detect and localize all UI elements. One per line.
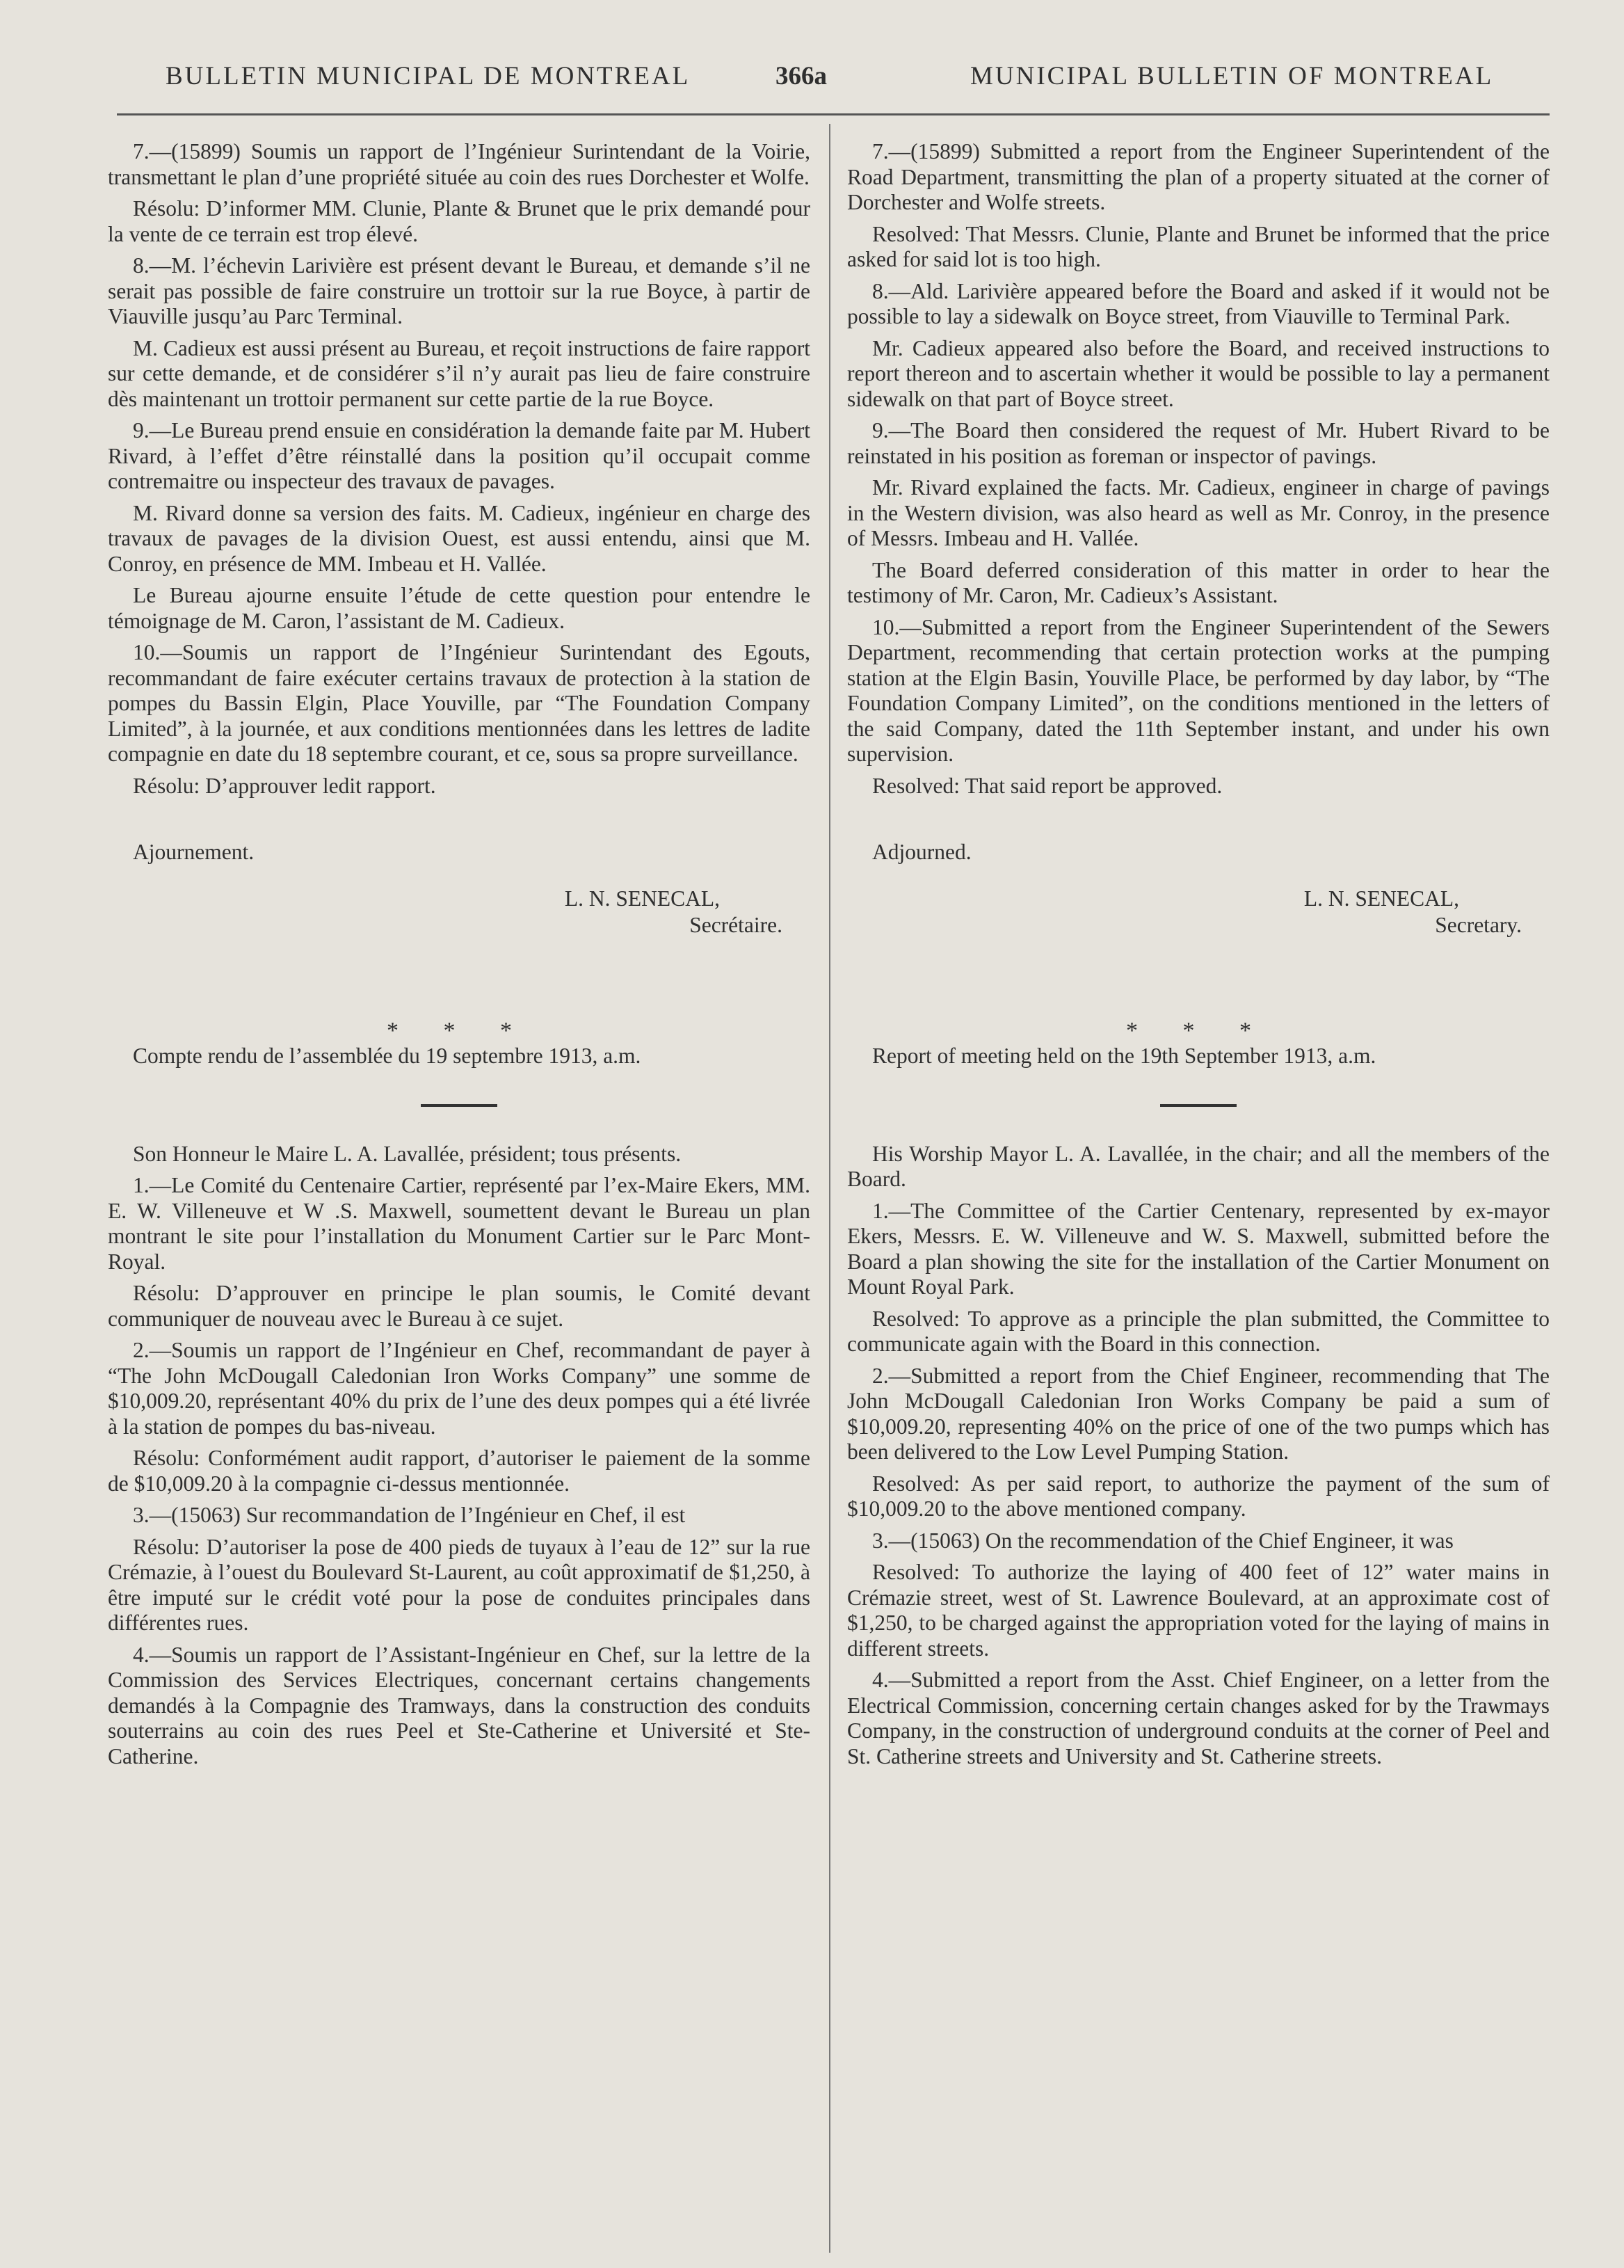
item-1-text: 1.—Le Comité du Centenaire Cartier, représenté par l’ex-Maire Ekers, MM. E. W. Villeneuve et W .S. Maxwell, soumettent devant le Bureau un plan montrant le site pour l’installation du Monument Cartier sur le Parc Mont-Royal.: [108, 1173, 810, 1274]
item-8-text: 8.—Ald. Larivière appeared before the Board and asked if it would not be possible to lay a sidewalk on Boyce street, from Viauville to Terminal Park.: [847, 278, 1550, 328]
item-4-text: 4.—Soumis un rapport de l’Assistant-Ingénieur en Chef, sur la lettre de la Commission des Services Electriques, concernant certains changements demandés à la Compagnie des Tramways, dans la construction des conduits souterrains au coin des rues Peel et Ste-Catherine et Université et Ste-Catherine.: [108, 1642, 810, 1768]
item-9-deferral: Le Bureau ajourne ensuite l’étude de cette question pour entendre le témoignage de M. Caron, l’assistant de M. Cadieux.: [108, 583, 810, 633]
item-10-text: 10.—Soumis un rapport de l’Ingénieur Surintendant des Egouts, recommandant de faire exécuter certains travaux de protection à la station de pompes du Bassin Elgin, Place Youville, par “The Foundation Company Limited”, à la journée, et aux conditions mentionnées dans les lettres de ladite compagnie en date du 18 septembre courant, et ce, sous sa propre surveillance.: [108, 640, 810, 766]
item-8-note: M. Cadieux est aussi présent au Bureau, et reçoit instructions de faire rapport sur cette demande, et de considérer s’il n’y aurait pas lieu de faire construire dès maintenant un trottoir permanent sur cette partie de la rue Boyce.: [108, 335, 810, 411]
column-divider: [829, 124, 830, 2253]
item-7-resolution: Resolved: That Messrs. Clunie, Plante and Brunet be informed that the price asked for said lot is too high.: [847, 221, 1550, 271]
page-number: 366a: [775, 62, 827, 90]
signature-name: L. N. SENECAL,: [1303, 886, 1459, 911]
item-2-text: 2.—Soumis un rapport de l’Ingénieur en Chef, recommandant de payer à “The John McDougall Caledonian Iron Works Company” une somme de $10,009.20, représentant 40% du prix de l’une des deux pompes qui a été livrée à la station de pompes du bas-niveau.: [108, 1338, 810, 1439]
adjournment: Ajournement.: [133, 840, 255, 864]
header-rule: [117, 113, 1550, 115]
section-separator-stars: * * *: [1126, 1017, 1271, 1044]
english-column: [847, 139, 1550, 1775]
item-3-text: 3.—(15063) On the recommendation of the Chief Engineer, it was: [872, 1528, 1454, 1553]
item-2-text: 2.—Submitted a report from the Chief Engineer, recommending that The John McDougall Caledonian Iron Works Company be paid a sum of $10,009.20, representing 40% on the price of one of the two pumps which has been delivered to the Low Level Pumping Station.: [847, 1363, 1550, 1464]
item-10-resolution: Résolu: D’approuver ledit rapport.: [133, 773, 436, 798]
item-3-resolution: Résolu: D’autoriser la pose de 400 pieds de tuyaux à l’eau de 12” sur la rue Crémazie, à l’ouest du Boulevard St-Laurent, au coût approximatif de $1,250, à être imputé sur le crédit voté pour la pose de conduites principales dans différentes rues.: [108, 1534, 810, 1635]
item-3-resolution: Resolved: To authorize the laying of 400 feet of 12” water mains in Crémazie street, west of St. Lawrence Boulevard, at an approximate cost of $1,250, to be charged against the appropriation voted for the laying of mains in different streets.: [847, 1560, 1550, 1661]
item-9-note: Mr. Rivard explained the facts. Mr. Cadieux, engineer in charge of pavings in the Western division, was also heard as well as Mr. Conroy, in the presence of Messrs. Imbeau and H. Vallée.: [847, 475, 1550, 550]
item-10-text: 10.—Submitted a report from the Engineer Superintendent of the Sewers Department, recommending that certain protection works at the pumping station at the Elgin Basin, Youville Place, be performed by day labor, by “The Foundation Company Limited”, on the conditions mentioned in the letters of the said Company, dated the 11th September instant, and under his own supervision.: [847, 614, 1550, 766]
attendance: Son Honneur le Maire L. A. Lavallée, président; tous présents.: [133, 1141, 682, 1166]
heading-rule: [1160, 1104, 1237, 1107]
item-1-resolution: Résolu: D’approuver en principe le plan soumis, le Comité devant communiquer de nouveau avec le Bureau à ce sujet.: [108, 1281, 810, 1331]
header-french-title: BULLETIN MUNICIPAL DE MONTREAL: [166, 62, 691, 90]
item-1-text: 1.—The Committee of the Cartier Centenary, represented by ex-mayor Ekers, Messrs. E. W. Villeneuve and W. S. Maxwell, submitted before the Board a plan showing the site for the installation of the Cartier Monument on Mount Royal Park.: [847, 1198, 1550, 1299]
item-10-resolution: Resolved: That said report be approved.: [872, 773, 1223, 798]
item-9-text: 9.—Le Bureau prend ensuie en considération la demande faite par M. Hubert Rivard, à l’effet d’être réinstallé dans la position qu’il occupait comme contremaitre ou inspecteur des travaux de pavages.: [108, 418, 810, 493]
meeting-heading: Report of meeting held on the 19th September 1913, a.m.: [872, 1044, 1376, 1068]
heading-rule: [421, 1104, 497, 1107]
attendance: His Worship Mayor L. A. Lavallée, in the chair; and all the members of the Board.: [847, 1141, 1550, 1191]
page-header: [0, 0, 1624, 122]
item-7-text: 7.—(15899) Soumis un rapport de l’Ingénieur Surintendant de la Voirie, transmettant le plan d’une propriété située au coin des rues Dorchester et Wolfe.: [108, 139, 810, 189]
section-separator-stars: * * *: [387, 1017, 531, 1044]
item-3-text: 3.—(15063) Sur recommandation de l’Ingénieur en Chef, il est: [133, 1503, 686, 1527]
signature-title: Secretary.: [1435, 912, 1522, 937]
signature-title: Secrétaire.: [689, 912, 782, 937]
item-9-note: M. Rivard donne sa version des faits. M. Cadieux, ingénieur en charge des travaux de pavages de la division Ouest, est aussi entendu, ainsi que M. Conroy, en présence de MM. Imbeau et H. Vallée.: [108, 500, 810, 576]
item-7-text: 7.—(15899) Submitted a report from the Engineer Superintendent of the Road Department, transmitting the plan of a property situated at the corner of Dorchester and Wolfe streets.: [847, 139, 1550, 214]
item-7-resolution: Résolu: D’informer MM. Clunie, Plante & Brunet que le prix demandé pour la vente de ce terrain est trop élevé.: [108, 196, 810, 246]
item-9-text: 9.—The Board then considered the request of Mr. Hubert Rivard to be reinstated in his position as foreman or inspector of pavings.: [847, 418, 1550, 468]
item-2-resolution: Résolu: Conformément audit rapport, d’autoriser le paiement de la somme de $10,009.20 à la compagnie ci-dessus mentionnée.: [108, 1446, 810, 1496]
adjournment: Adjourned.: [872, 840, 972, 864]
item-9-deferral: The Board deferred consideration of this matter in order to hear the testimony of Mr. Caron, Mr. Cadieux’s Assistant.: [847, 557, 1550, 607]
meeting-heading: Compte rendu de l’assemblée du 19 septembre 1913, a.m.: [133, 1044, 641, 1068]
item-4-text: 4.—Submitted a report from the Asst. Chief Engineer, on a letter from the Electrical Commission, concerning certain changes asked for by the Trawmays Company, in the construction of underground conduits at the corner of Peel and St. Catherine streets and University and St. Catherine streets.: [847, 1668, 1550, 1768]
signature-block: [108, 886, 810, 991]
signature-name: L. N. SENECAL,: [564, 886, 720, 911]
item-8-text: 8.—M. l’échevin Larivière est présent devant le Bureau, et demande s’il ne serait pas possible de faire construire un trottoir sur la rue Boyce, à partir de Viauville jusqu’au Parc Terminal.: [108, 253, 810, 328]
item-1-resolution: Resolved: To approve as a principle the plan submitted, the Committee to communicate again with the Board in this connection.: [847, 1306, 1550, 1356]
french-column: [108, 139, 810, 1775]
header-english-title: MUNICIPAL BULLETIN OF MONTREAL: [970, 62, 1494, 90]
item-8-note: Mr. Cadieux appeared also before the Board, and received instructions to report thereon and to ascertain whether it would be possible to lay a permanent sidewalk on that part of Boyce street.: [847, 335, 1550, 411]
item-2-resolution: Resolved: As per said report, to authorize the payment of the sum of $10,009.20 to the above mentioned company.: [847, 1471, 1550, 1521]
signature-block: [847, 886, 1550, 991]
